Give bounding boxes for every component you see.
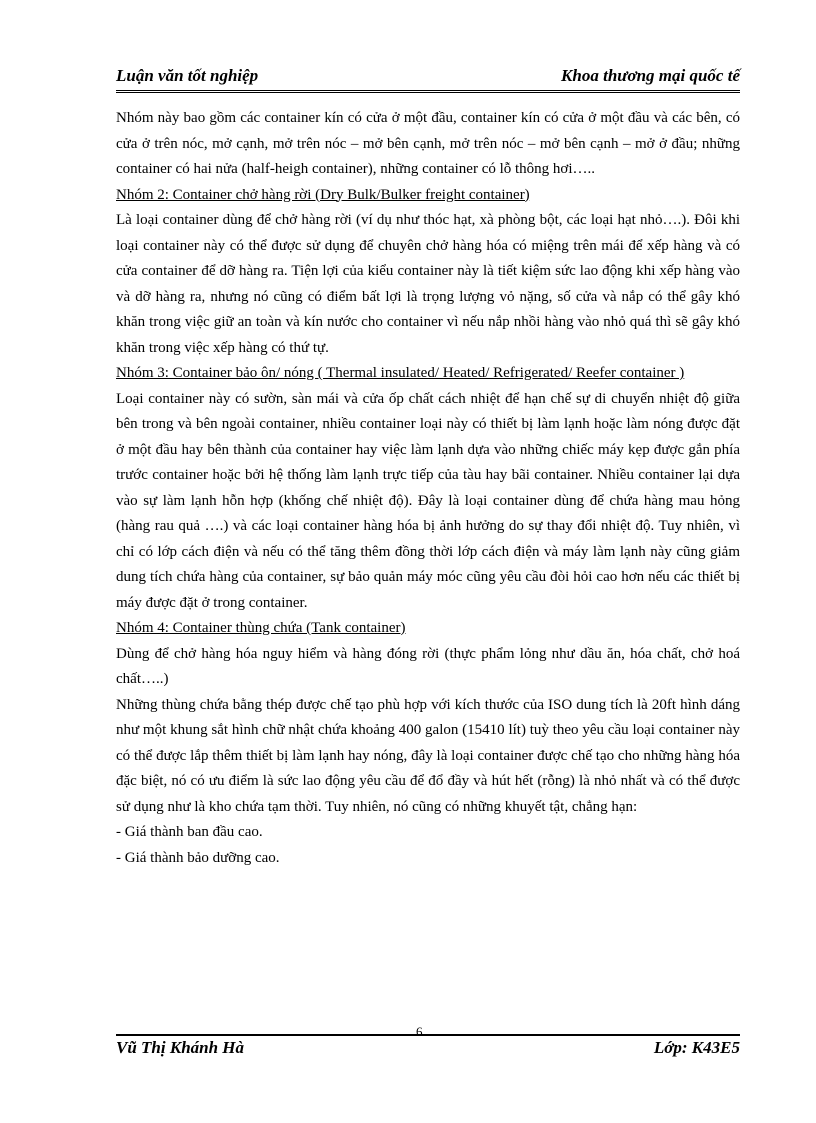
footer-divider [116,1034,740,1036]
paragraph-group1-intro: Nhóm này bao gồm các container kín có cửa ở một đầu, container kín có cửa ở một đầu và các bên, có cửa ở trên nóc, mở cạnh, mở trên nóc – mở bên cạnh, mở trên nóc – mở bên cạnh – mở ở đầu; những container có hai nửa (half-heigh container), những container có lỗ thông hơi….. [116,110,740,177]
page-number: 6 [416,1024,423,1039]
paragraph-group-4-description: Những thùng chứa bằng thép được chế tạo phù hợp với kích thước của ISO dung tích là 20ft hình dáng như một khung sắt hình chữ nhật chứa khoảng 400 galon (15410 lít) tuỳ theo yêu cầu loại container này có thể được lắp thêm thiết bị làm lạnh hay nóng, đây là loại container được chế tạo cho những hàng hóa đặc biệt, nó có ưu điểm là sức lao động yêu cầu để đổ đầy và hút hết (rỗng) là nhỏ nhất và có thể được sử dụng như là kho chứa tạm thời. Tuy nhiên, nó cũng có những khuyết tật, chẳng hạn: [116,696,740,815]
paragraph-group-3: Loại container này có sườn, sàn mái và cửa ốp chất cách nhiệt để hạn chế sự di chuyển nhiệt độ giữa bên trong và bên ngoài container, nhiều container loại này có thiết bị làm lạnh hoặc làm nóng được đặt ở một đầu hay bên thành của container hay việc làm lạnh dựa vào những chiếc máy kẹp được gắn phía trước container hoặc bởi hệ thống làm lạnh trực tiếp của tàu hay bãi container. Nhiều container lại dựa vào sự làm lạnh hỗn hợp (khống chế nhiệt độ). Đây là loại container dùng để chứa hàng mau hỏng (hàng rau quả ….) và các loại container hàng hóa bị ảnh hưởng do sự thay đổi nhiệt độ. Tuy nhiên, vì chỉ có lớp cách điện và nếu có thể tăng thêm đồng thời lớp cách điện và máy làm lạnh này cũng giảm dung tích chứa hàng của container, sự bảo quản máy móc cũng yêu cầu đòi hỏi cao hơn nếu các thiết bị máy được đặt ở trong container. [116,390,740,611]
paragraph-group-4-usage: Dùng để chở hàng hóa nguy hiểm và hàng đóng rời (thực phẩm lỏng như dầu ăn, hóa chất, chở hoá chất…..) [116,645,740,687]
header-thesis-title: Luận văn tốt nghiệp [116,66,259,85]
heading-group-3: Nhóm 3: Container bảo ôn/ nóng ( Thermal insulated/ Heated/ Refrigerated/ Reefer container ) [116,365,685,381]
bullet-initial-cost: - Giá thành ban đầu cao. [116,824,263,840]
page-header [116,66,740,93]
paragraph-group-2: Là loại container dùng để chở hàng rời (ví dụ như thóc hạt, xà phòng bột, các loại hạt nhỏ….). Đôi khi loại container này có thể được sử dụng để chuyên chở hàng hóa có miệng trên mái để xếp hàng và có cửa container để dỡ hàng ra. Tiện lợi của kiểu container này là tiết kiệm sức lao động khi xếp hàng vào và dỡ hàng ra, nhưng nó cũng có điểm bất lợi là trọng lượng vỏ nặng, số cửa và nắp có thể gây khó khăn trong việc giữ an toàn và kín nước cho container vì nếu nắp nhồi hàng vào nhỏ quá thì sẽ gây khó khăn trong việc xếp hàng có thứ tự. [116,212,740,356]
bullet-maintenance-cost: - Giá thành bảo dưỡng cao. [116,849,280,866]
document-body [116,106,740,871]
footer-author: Vũ Thị Khánh Hà [116,1038,245,1057]
heading-group-4: Nhóm 4: Container thùng chứa (Tank container) [116,620,406,636]
heading-group-2: Nhóm 2: Container chở hàng rời (Dry Bulk/Bulker freight container) [116,186,530,203]
header-faculty: Khoa thương mại quốc tế [561,66,740,85]
footer-class: Lớp: K43E5 [653,1038,740,1057]
